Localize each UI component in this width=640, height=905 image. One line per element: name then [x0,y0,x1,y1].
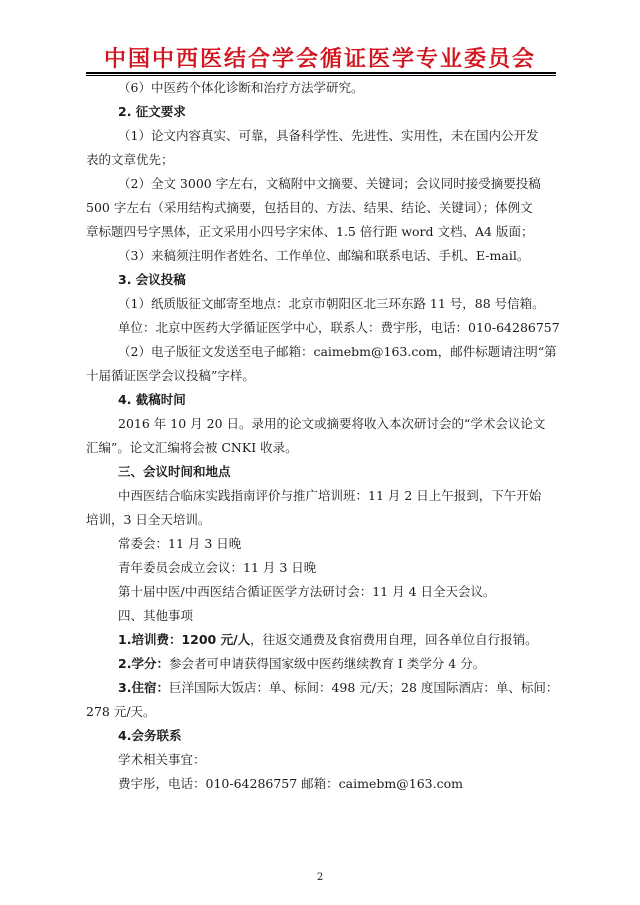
paragraph-line: 中西医结合临床实践指南评价与推广培训班：11 月 2 日上午报到，下午开始 [118,488,542,503]
paragraph-line: （1）论文内容真实、可靠，具备科学性、先进性、实用性，未在国内公开发 [118,128,539,143]
section-heading: 四、其他事项 [118,608,194,623]
section-heading: 4.会务联系 [118,728,182,743]
letterhead-title: 中国中西医结合学会循证医学专业委员会 [103,47,536,72]
paragraph-line: 500 字左右（采用结构式摘要，包括目的、方法、结果、结论、关键词）；体例文 [86,200,533,215]
paragraph-line [86,680,558,696]
credit-label: 2.学分： [118,656,169,671]
paragraph-line: （2）全文 3000 字左右，文稿附中文摘要、关键词；会议同时接受摘要投稿 [118,176,541,191]
paragraph-line: 常委会：11 月 3 日晚 [118,536,242,551]
header-rule-thick [86,72,556,74]
paragraph-line: 2016 年 10 月 20 日。录用的论文或摘要将收入本次研讨会的“学术会议论文 [118,416,546,431]
credit-text: 参会者可申请获得国家级中医药继续教育 I 类学分 4 分。 [168,656,486,671]
paragraph-line: 培训，3 日全天培训。 [86,512,211,527]
section-heading: 三、会议时间和地点 [118,464,231,479]
paragraph-line: 青年委员会成立会议：11 月 3 日晚 [118,560,317,575]
section-heading: 2. 征文要求 [118,104,186,119]
paragraph-line: 表的文章优先； [86,152,174,167]
lodging-text: 巨洋国际大饭店：单、标间：498 元/天；28 度国际酒店：单、标间： [168,680,559,695]
paragraph-line: 第十届中医/中西医结合循证医学方法研讨会：11 月 4 日全天会议。 [118,584,496,599]
paragraph-line [86,656,485,672]
paragraph-line: （3）来稿须注明作者姓名、工作单位、邮编和联系电话、手机、E-mail。 [118,248,530,263]
paragraph-line: （1）纸质版征文邮寄至地点：北京市朝阳区北三环东路 11 号，88 号信箱。 [118,296,545,311]
paragraph-line: 章标题四号字黑体，正文采用小四号字宋体、1.5 倍行距 word 文档、A4 版面； [86,224,534,239]
section-heading: 4. 截稿时间 [118,392,186,407]
paragraph-line: 学术相关事宜： [118,752,206,767]
lodging-label: 3.住宿： [118,680,169,695]
page-number: 2 [316,872,324,883]
paragraph-line: 汇编”。论文汇编将会被 CNKI 收录。 [86,440,298,455]
fee-text: ，往返交通费及食宿费用自理，回各单位自行报销。 [250,632,538,647]
paragraph-line: （6）中医药个体化诊断和治疗方法学研究。 [118,80,364,95]
paragraph-line: 十届循证医学会议投稿”字样。 [86,368,255,383]
paragraph-line: 单位：北京中医药大学循证医学中心，联系人：费宇彤，电话：010-64286757 [118,320,560,335]
section-heading: 3. 会议投稿 [118,272,186,287]
header-rule-thin [86,75,556,76]
paragraph-line: 278 元/天。 [86,704,156,719]
paragraph-line [86,632,538,648]
paragraph-line: （2）电子版征文发送至电子邮箱：caimebm@163.com，邮件标题请注明“第 [118,344,557,359]
paragraph-line: 费宇彤，电话：010-64286757 邮箱：caimebm@163.com [118,776,463,791]
fee-label: 1.培训费：1200 元/人 [118,632,251,647]
